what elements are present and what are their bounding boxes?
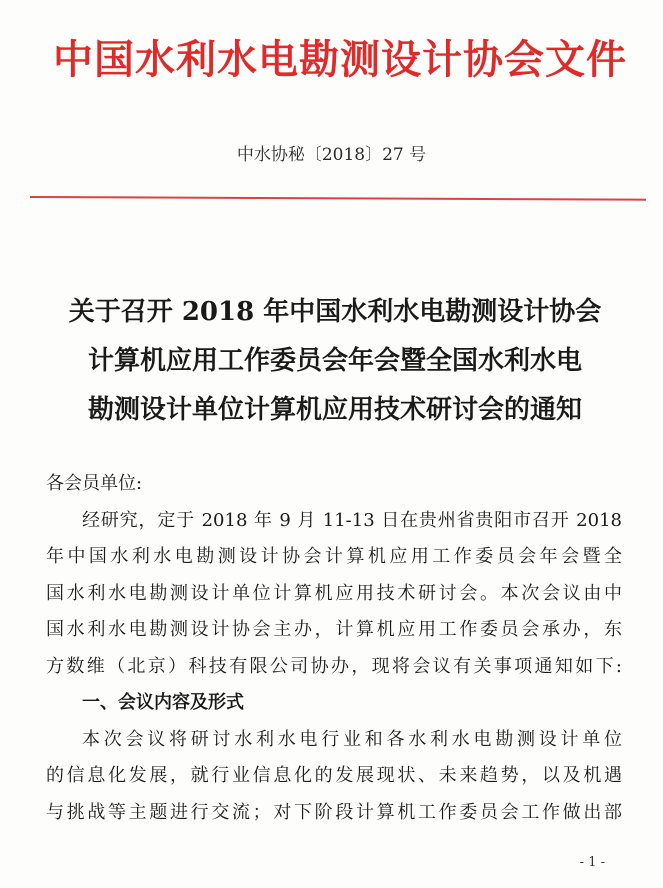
paragraph-line: 国水利水电勘测设计协会主办，计算机应用工作委员会承办，东	[46, 619, 622, 640]
document-header-title: 中国水利水电勘测设计协会文件	[53, 36, 627, 83]
paragraph-line: 的信息化发展，就行业信息化的发展现状、未来趋势，以及机遇	[46, 765, 622, 786]
notice-title-line: 勘测设计单位计算机应用技术研讨会的通知	[87, 395, 582, 425]
header-divider-line	[30, 196, 646, 201]
notice-title	[30, 288, 640, 435]
notice-title-line: 关于召开 2018 年中国水利水电勘测设计协会	[68, 297, 602, 327]
page-number: - 1 -	[579, 855, 605, 870]
document-number: 中水协秘〔2018〕27 号	[236, 145, 427, 165]
notice-title-line: 计算机应用工作委员会年会暨全国水利水电	[87, 346, 582, 376]
paragraph-line: 经研究，定于 2018 年 9 月 11-13 日在贵州省贵阳市召开 2018	[82, 509, 622, 531]
notice-body	[46, 466, 622, 831]
paragraph-line: 国水利水电勘测设计单位计算机应用技术研讨会。本次会议由中	[46, 582, 622, 604]
paragraph-line: 年中国水利水电勘测设计协会计算机应用工作委员会年会暨全	[46, 546, 622, 567]
salutation: 各会员单位:	[46, 473, 143, 494]
paragraph-line: 方数维（北京）科技有限公司协办，现将会议有关事项通知如下:	[46, 655, 622, 677]
paragraph-line: 与挑战等主题进行交流；对下阶段计算机工作委员会工作做出部	[46, 801, 622, 823]
paragraph-line: 本次会议将研讨水利水电行业和各水利水电勘测设计单位	[82, 728, 622, 750]
section-heading: 一、会议内容及形式	[82, 692, 244, 713]
